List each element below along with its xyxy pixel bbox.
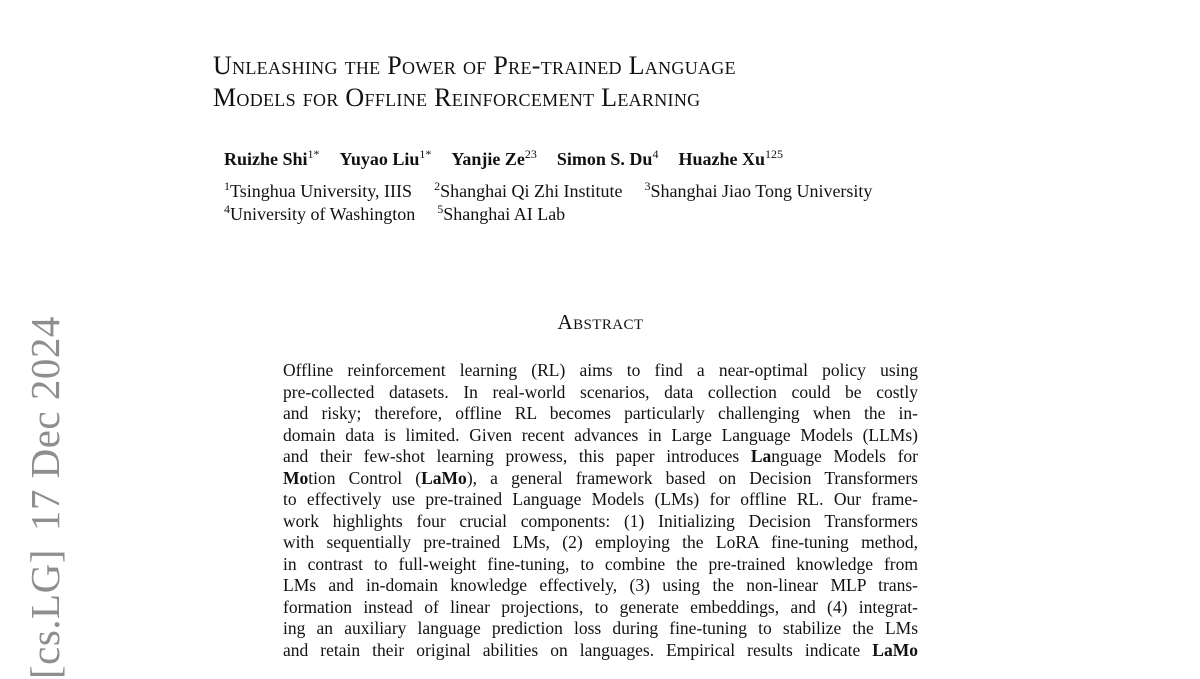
affiliations-line-2: [224, 202, 587, 225]
abstract-text: with sequentially pre-trained LMs, (2) employing the LoRA fine-tuning method,: [283, 532, 918, 552]
title-line-1: Unleashing the Power of Pre-trained Language: [213, 51, 736, 80]
abstract-bold-text: La: [750, 446, 772, 466]
author-affiliation-marker: 4: [652, 147, 659, 161]
affiliation-name: Shanghai Jiao Tong University: [650, 181, 873, 201]
abstract-bold-text: LaMo: [872, 639, 918, 660]
abstract-line: [283, 468, 918, 490]
affiliation: [224, 181, 412, 201]
affiliation-marker: 5: [437, 202, 444, 216]
author-affiliation-marker: 1*: [307, 147, 320, 161]
abstract-line: [283, 403, 918, 425]
author-name: Simon S. Du: [556, 149, 653, 169]
affiliation: [437, 204, 565, 224]
abstract-text: LMs and in-domain knowledge effectively, (3) using the non-linear MLP trans-: [283, 575, 918, 595]
abstract-text: work highlights four crucial components: (1) Initializing Decision Transformers: [283, 510, 918, 531]
abstract-text: Offline reinforcement learning (RL) aims to find a near-optimal policy using: [283, 360, 918, 380]
abstract-line: [283, 382, 918, 404]
abstract-bold-text: Mo: [283, 467, 309, 488]
abstract-text: ing an auxiliary language prediction loss during fine-tuning to stabilize the LMs: [283, 618, 918, 638]
abstract-text: and their few-shot learning prowess, this paper introduces: [283, 446, 751, 466]
abstract-line: [283, 425, 918, 447]
affiliation: [434, 181, 622, 201]
author-5: [678, 149, 783, 169]
author-affiliation-marker: 125: [764, 147, 783, 161]
abstract-line: [283, 446, 918, 468]
affiliation-name: Tsinghua University, IIIS: [230, 181, 413, 201]
author-name: Ruizhe Shi: [224, 149, 308, 169]
author-name: Yanjie Ze: [451, 149, 525, 169]
affiliation: [645, 181, 873, 201]
abstract-text: tion Control (: [308, 467, 422, 488]
author-2: [340, 149, 432, 169]
author-3: [451, 149, 537, 169]
title-line-2: Models for Offline Reinforcement Learning: [213, 83, 701, 112]
affiliations-line-1: [224, 179, 894, 202]
abstract-line: [283, 532, 918, 554]
author-name: Huazhe Xu: [678, 149, 765, 169]
abstract-bold-text: LaMo: [421, 467, 467, 488]
author-list: [224, 147, 803, 170]
author-affiliation-marker: 1*: [419, 147, 432, 161]
arxiv-category: [cs.LG]: [22, 549, 68, 679]
abstract-text: and retain their original abilities on languages. Empirical results indicate: [283, 639, 873, 660]
author-affiliation-marker: 23: [524, 147, 537, 161]
affiliation-marker: 1: [224, 179, 230, 193]
abstract-line: [283, 575, 918, 597]
arxiv-date: 17 Dec 2024: [22, 316, 68, 532]
abstract-line: [283, 618, 918, 640]
abstract-body: [283, 360, 918, 661]
author-4: [557, 149, 659, 169]
affiliation-name: Shanghai Qi Zhi Institute: [440, 181, 623, 201]
abstract-line: [283, 360, 918, 382]
abstract-line: [283, 511, 918, 533]
abstract-line: [283, 597, 918, 619]
affiliation-marker: 2: [434, 179, 441, 193]
paper-title: [213, 50, 736, 114]
author-name: Yuyao Liu: [339, 149, 420, 169]
abstract-text: to effectively use pre-trained Language Models (LMs) for offline RL. Our frame-: [283, 489, 918, 509]
arxiv-stamp: [21, 279, 69, 679]
abstract-text: formation instead of linear projections, to generate embeddings, and (4) integrat-: [283, 596, 918, 617]
abstract-line: [283, 489, 918, 511]
abstract-text: ), a general framework based on Decision Transformers: [466, 467, 918, 488]
abstract-heading: Abstract: [557, 310, 644, 334]
abstract-text: domain data is limited. Given recent advances in Large Language Models (LLMs): [283, 424, 918, 445]
affiliation-marker: 4: [224, 202, 230, 216]
affiliation-marker: 3: [644, 179, 651, 193]
abstract-text: pre-collected datasets. In real-world scenarios, data collection could be costly: [283, 381, 918, 402]
abstract-text: and risky; therefore, offline RL becomes particularly challenging when the in-: [283, 403, 918, 423]
abstract-line: [283, 554, 918, 576]
abstract-text: nguage Models for: [771, 446, 918, 466]
affiliation-name: Shanghai AI Lab: [443, 204, 566, 224]
author-1: [224, 149, 320, 169]
affiliation: [224, 204, 415, 224]
affiliation-name: University of Washington: [230, 204, 416, 224]
abstract-text: in contrast to full-weight fine-tuning, to combine the pre-trained knowledge from: [283, 553, 918, 574]
abstract-line: [283, 640, 918, 662]
